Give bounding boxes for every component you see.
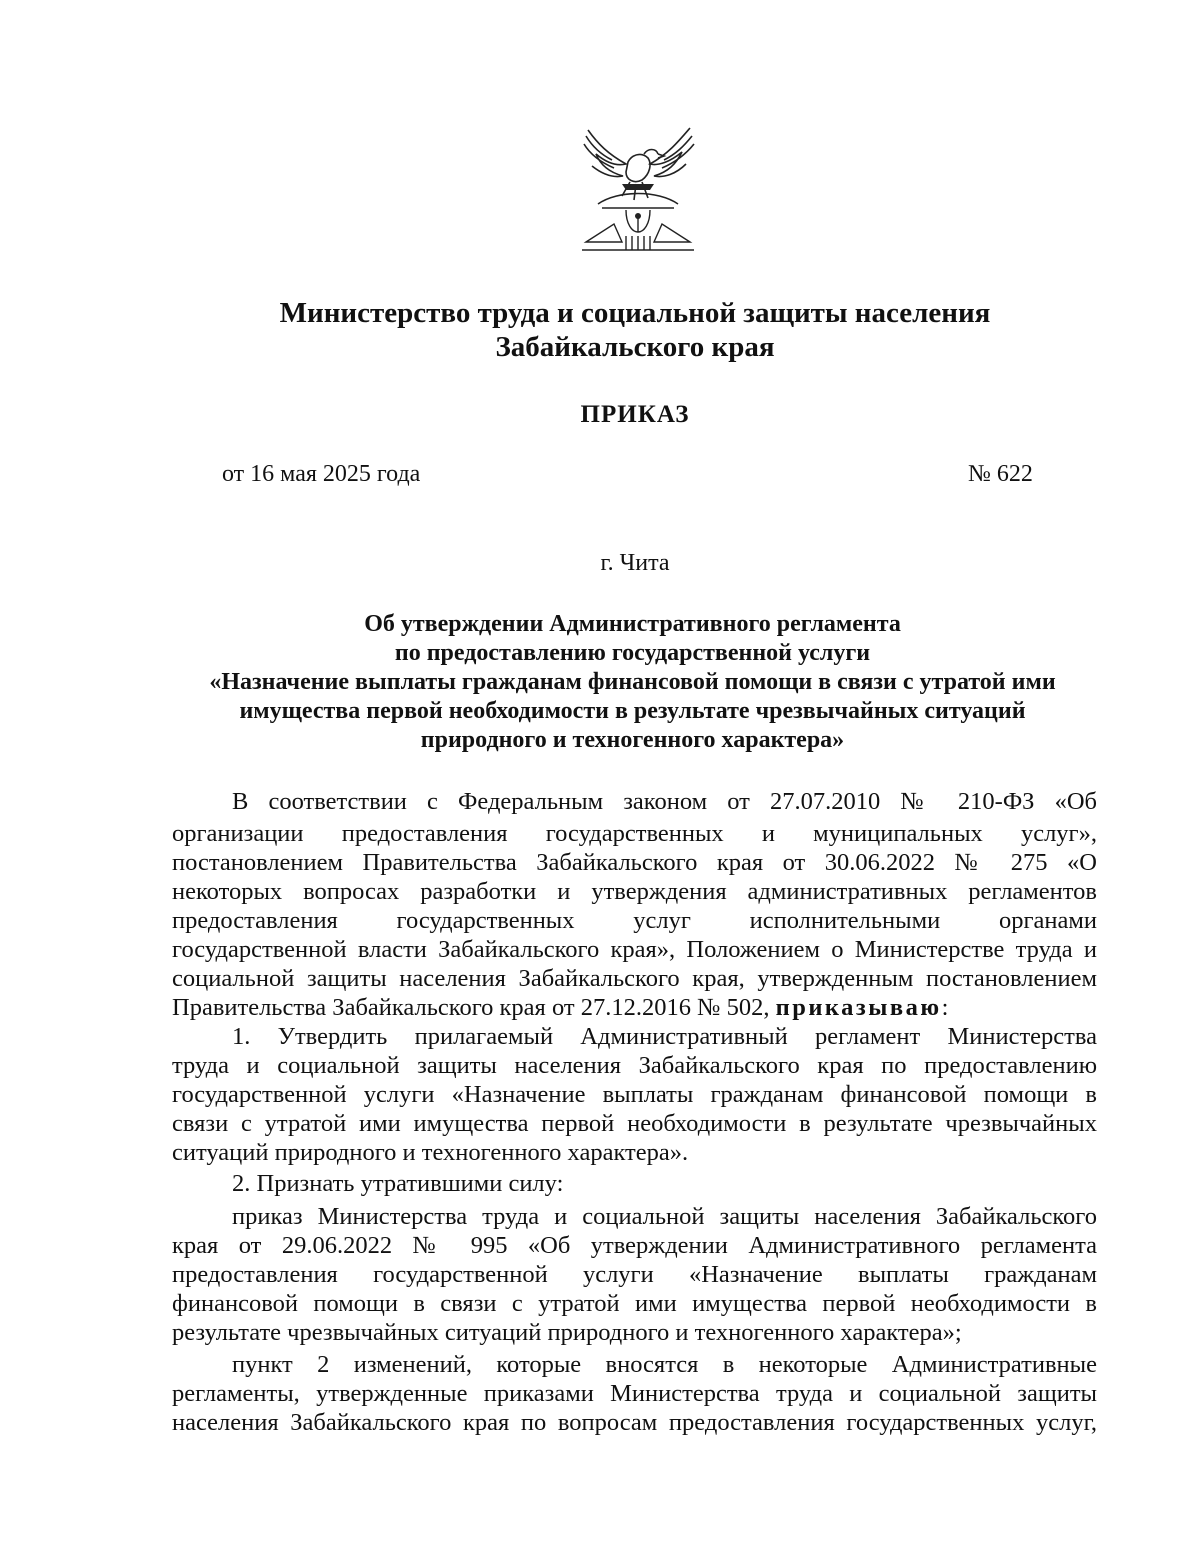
document-date: от 16 мая 2025 года <box>222 461 421 487</box>
body-line: пункт 2 изменений, которые вносятся в некоторые Административные <box>232 1351 1097 1378</box>
title-line: Об утверждении Административного регламента <box>364 611 901 637</box>
body-line: труда и социальной защиты населения Забайкальского края по предоставлению <box>172 1052 1097 1079</box>
body-line: приказ Министерства труда и социальной защиты населения Забайкальского <box>232 1203 1097 1230</box>
document-type: ПРИКАЗ <box>580 401 690 428</box>
body-line: результате чрезвычайных ситуаций природного и техногенного характера»; <box>172 1319 962 1346</box>
body-line: связи с утратой ими имущества первой необходимости в результате чрезвычайных <box>172 1110 1097 1137</box>
title-line: имущества первой необходимости в результате чрезвычайных ситуаций <box>239 698 1026 724</box>
body-line: государственной услуги «Назначение выплаты гражданам финансовой помощи в <box>172 1081 1097 1108</box>
order-colon: : <box>941 994 949 1021</box>
coat-of-arms-emblem <box>578 124 698 256</box>
document-title <box>165 610 1100 755</box>
order-word: приказываю <box>775 994 942 1021</box>
document-number: № 622 <box>968 461 1033 487</box>
ministry-name-line1: Министерство труда и социальной защиты населения <box>279 297 991 329</box>
body-line: организации предоставления государственных и муниципальных услуг», <box>172 820 1097 847</box>
body-line <box>172 993 1097 1022</box>
body-line: финансовой помощи в связи с утратой ими имущества первой необходимости в <box>172 1290 1097 1317</box>
body-line: ситуаций природного и техногенного характера». <box>172 1139 689 1166</box>
body-line: регламенты, утвержденные приказами Министерства труда и социальной защиты <box>172 1380 1097 1407</box>
body-line: постановлением Правительства Забайкальского края от 30.06.2022 № 275 «О <box>172 849 1097 876</box>
title-line: природного и техногенного характера» <box>420 727 845 753</box>
body-line: края от 29.06.2022 № 995 «Об утверждении Административного регламента <box>172 1232 1097 1259</box>
title-line: «Назначение выплаты гражданам финансовой помощи в связи с утратой ими <box>209 669 1056 695</box>
body-line: государственной власти Забайкальского края», Положением о Министерстве труда и <box>172 936 1097 963</box>
document-city: г. Чита <box>600 550 670 576</box>
preamble-last-text: Правительства Забайкальского края от 27.12.2016 № 502, <box>172 994 776 1021</box>
title-line: по предоставлению государственной услуги <box>394 640 871 666</box>
body-line: населения Забайкальского края по вопросам предоставления государственных услуг, <box>172 1409 1097 1436</box>
body-line: 2. Признать утратившими силу: <box>232 1170 564 1197</box>
body-line: некоторых вопросах разработки и утверждения административных регламентов <box>172 878 1097 905</box>
body-line: социальной защиты населения Забайкальского края, утвержденным постановлением <box>172 965 1097 992</box>
ministry-name-line2: Забайкальского края <box>495 331 775 363</box>
body-line: 1. Утвердить прилагаемый Административный регламент Министерства <box>232 1023 1097 1050</box>
body-line: предоставления государственных услуг исполнительными органами <box>172 907 1097 934</box>
body-line: В соответствии с Федеральным законом от 27.07.2010 № 210-ФЗ «Об <box>232 788 1097 815</box>
body-line: предоставления государственной услуги «Назначение выплаты гражданам <box>172 1261 1097 1288</box>
